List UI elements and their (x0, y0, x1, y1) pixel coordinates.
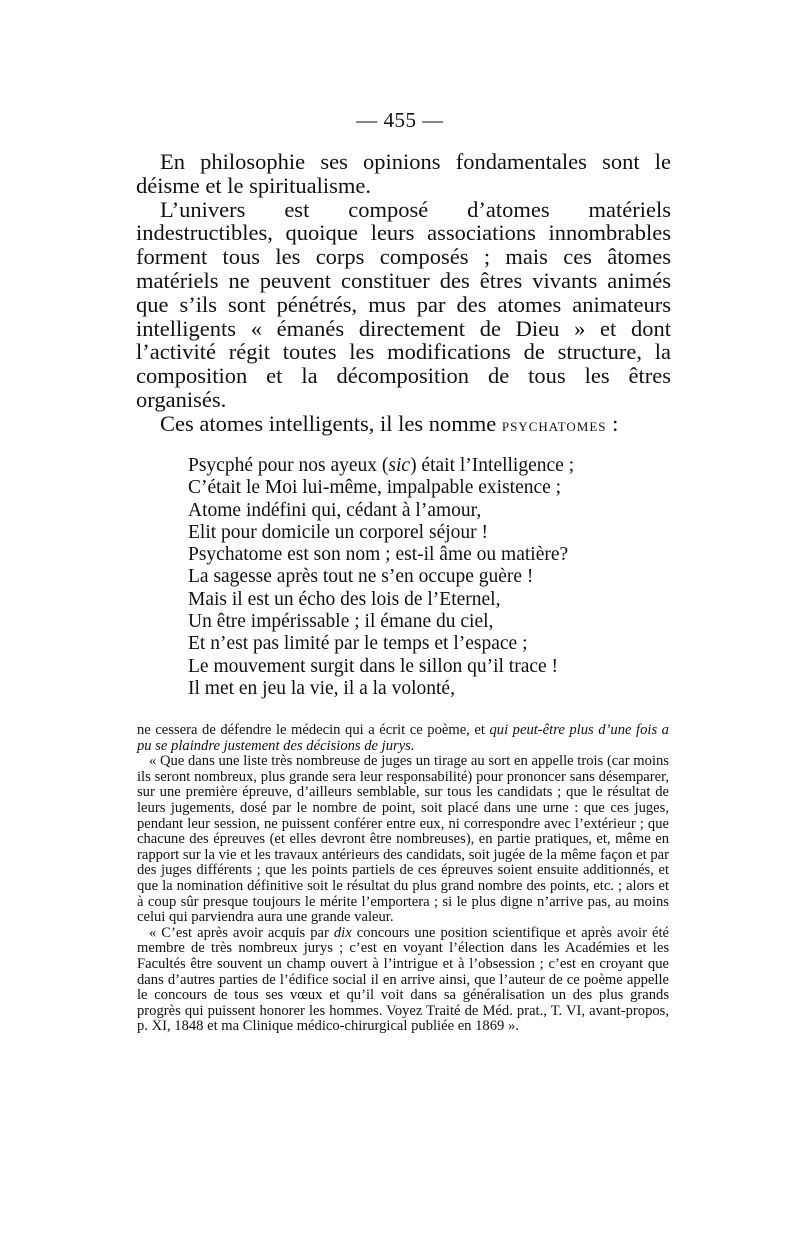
footnote (137, 723, 669, 1035)
paragraph-psychatomes-text: Ces atomes intelligents, il les nomme (160, 410, 502, 436)
poem (188, 455, 668, 700)
poem-line: Un être impérissable ; il émane du ciel, (188, 611, 494, 633)
note-paragraph-3 (137, 926, 669, 1035)
poem-line: C’était le Moi lui-même, impalpable existence ; (188, 477, 562, 499)
paragraph-psychatomes (136, 412, 671, 438)
paragraph-univers: L’univers est composé d’atomes matériels indestructibles, quoique leurs associations innombrables forment tous les corps composés ; mais ces âtomes matériels ne peuvent constituer des êtres vivants animés que s’ils sont pénétrés, mus par des atomes animateurs intelligents « émanés directement de Dieu » et dont l’activité régit toutes les modifications de structure, la composition et la décomposition de tous les êtres organisés. (136, 196, 671, 412)
poem-line: Atome indéfini qui, cédant à l’amour, (188, 499, 482, 521)
note-1-italic: qui peut-être plus d’une fois a pu se plaindre justement des décisions de jurys. (137, 722, 669, 754)
poem-line-1c: ) était l’Intelligence ; (410, 455, 575, 476)
paragraph-psychatomes-end: : (606, 410, 619, 436)
poem-line: Psychatome est son nom ; est-il âme ou matière? (188, 544, 569, 566)
page-number: — 455 — (356, 108, 444, 132)
note-3-text-c: concours une position scientifique et après avoir été membre de très nombreux jurys ; c’est en voyant l’élection dans les Académies et les Facultés être souvent un champ ouvert à l’intrigue et à l’obsession ; c’est en croyant que dans d’autres parties de l’édifice social il en arrive ainsi, que l’auteur de ce poème appelle le concours de tous ses vœux et qu’il voit dans sa généralisation un des plus grands progrès qui puissent honorer les hommes. Voyez Traité de Méd. prat., T. VI, avant-propos, p. XI, 1848 et ma Clinique médico-chirurgical publiée en 1869 ». (137, 924, 669, 1035)
poem-sic: sic (388, 455, 411, 476)
poem-line: Elit pour domicile un corporel séjour ! (188, 521, 489, 543)
poem-line: La sagesse après tout ne s’en occupe guère ! (188, 566, 534, 588)
poem-line: Et n’est pas limité par le temps et l’espace ; (188, 633, 528, 655)
note-3-text-a: « C’est après avoir acquis par (149, 924, 334, 941)
poem-line: Il met en jeu la vie, il a la volonté, (188, 677, 455, 699)
note-1-text: ne cessera de défendre le médecin qui a écrit ce poème, et (137, 722, 490, 738)
paragraph-philosophy: En philosophie ses opinions fondamentales sont le déisme et le spiritualisme. (136, 149, 671, 198)
poem-line-1a: Psycphé pour nos ayeux ( (188, 455, 389, 476)
poem-line: Le mouvement surgit dans le sillon qu’il trace ! (188, 655, 559, 677)
main-text (136, 150, 671, 438)
note-paragraph-2: « Que dans une liste très nombreuse de juges un tirage au sort en appelle trois (car moins ils seront nombreux, plus grande sera leur responsabilité) pour prononcer sans désemparer, sur une première épreuve, d’ailleurs semblable, sur tous les candidats ; que le résultat de leurs jugements, dosé par le nombre de point, soit placé dans une urne : que ces juges, pendant leur session, ne puissent conférer entre eux, ni correspondre avec l’extérieur ; que chacune des épreuves (et elles devront être nombreuses), en partie pratiques, et, même en rapport sur la vie et les travaux antérieurs des candidats, soit jugée de la même façon et par des juges différents ; que les points partiels de ces épreuves soient ensuite additionnés, et que la nomination définitive soit le résultat du plus grand nombre des points, etc. ; alors et à coup sûr presque toujours le mérite l’emportera ; si le plus digne n’arrive pas, au moins celui qui parviendra aura une grande valeur. (137, 753, 669, 926)
poem-line: Mais il est un écho des lois de l’Eternel, (188, 588, 501, 610)
note-paragraph-1 (137, 723, 669, 754)
note-3-italic: dix (333, 924, 352, 941)
term-psychatomes: psychatomes (501, 414, 607, 436)
poem-line (188, 455, 668, 477)
